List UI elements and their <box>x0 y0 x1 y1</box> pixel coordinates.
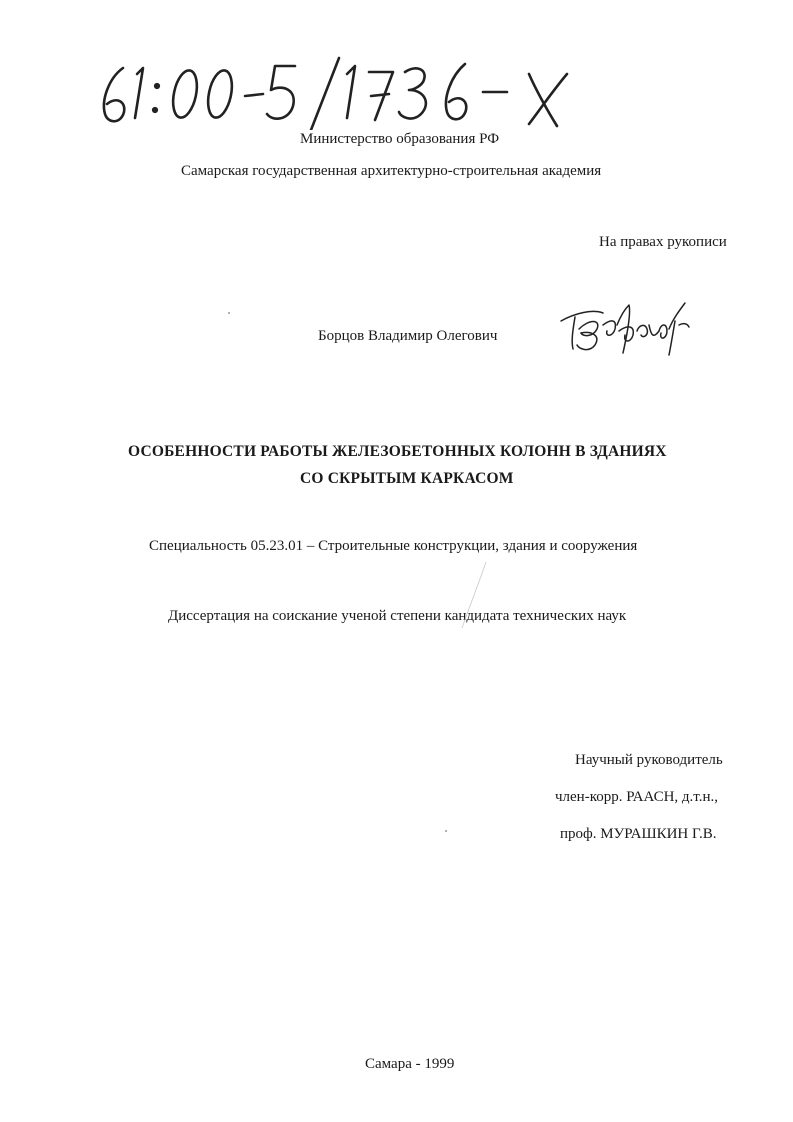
dissertation-degree: Диссертация на соискание ученой степени кандидата технических наук <box>168 608 627 624</box>
specialty: Специальность 05.23.01 – Строительные конструкции, здания и сооружения <box>149 538 638 554</box>
handwritten-catalog-number <box>95 48 595 130</box>
supervisor-name: проф. МУРАШКИН Г.В. <box>560 826 717 842</box>
author-name: Борцов Владимир Олегович <box>318 328 498 344</box>
author-signature <box>555 295 700 357</box>
supervisor-credentials: член-корр. РААСН, д.т.н., <box>555 789 719 805</box>
scan-artifact-line <box>460 560 490 630</box>
thesis-title-line-1: ОСОБЕННОСТИ РАБОТЫ ЖЕЛЕЗОБЕТОННЫХ КОЛОНН В ЗДАНИЯХ <box>128 443 667 460</box>
scan-speck <box>228 312 230 314</box>
thesis-title-line-2: СО СКРЫТЫМ КАРКАСОМ <box>300 470 514 487</box>
scan-speck <box>445 830 447 832</box>
ministry-name: Министерство образования РФ <box>300 131 500 147</box>
city-year: Самара - 1999 <box>365 1056 455 1072</box>
academy-name: Самарская государственная архитектурно-строительная академия <box>181 163 602 179</box>
supervisor-role: Научный руководитель <box>575 752 723 768</box>
rights-notice: На правах рукописи <box>599 234 727 250</box>
